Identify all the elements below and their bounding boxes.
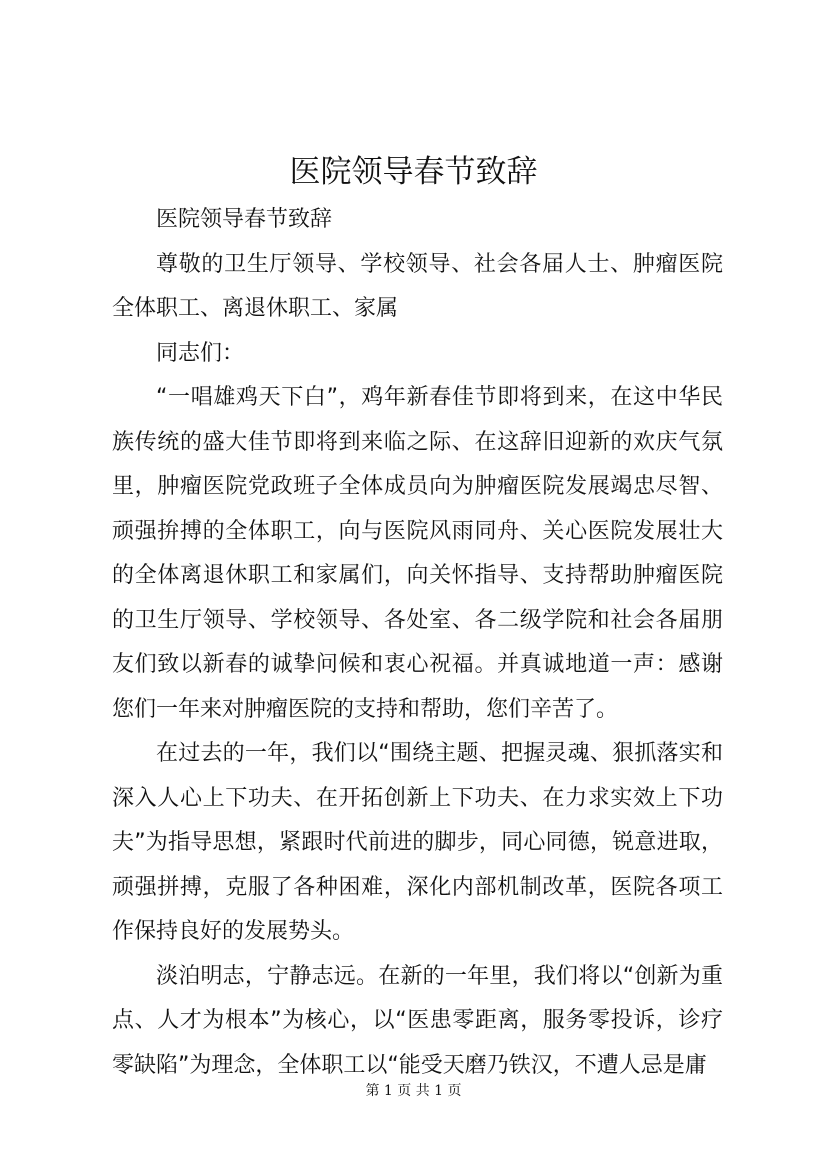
paragraph-new-year: “一唱雄鸡天下白”，鸡年新春佳节即将到来，在这中华民族传统的盛大佳节即将到来临之际、在这辞旧迎新的欢庆气氛里，肿瘤医院党政班子全体成员向为肿瘤医院发展竭忠尽智、顽强拚搏的全体职工，向与医院风雨同舟、关心医院发展壮大的全体离退休职工和家属们，向关怀指导、支持帮助肿瘤医院的卫生厅领导、学校领导、各处室、各二级学院和社会各届朋友们致以新春的诚挚问候和衷心祝福。并真诚地道一声：感谢您们一年来对肿瘤医院的支持和帮助，您们辛苦了。 [112, 385, 723, 722]
document-title: 医院领导春节致辞 [289, 154, 538, 190]
paragraph-greeting: 同志们： [156, 340, 245, 366]
paragraph-heading: 医院领导春节致辞 [156, 207, 333, 232]
page-number-footer: 第 1 页 共 1 页 [365, 1083, 462, 1099]
paragraph-past-year: 在过去的一年，我们以“围绕主题、把握灵魂、狠抓落实和深入人心上下功夫、在开拓创新上下功夫、在力求实效上下功夫”为指导思想，紧跟时代前进的脚步，同心同德，锐意进取，顽强拼搏，克服了各种困难，深化内部机制改革，医院各项工作保持良好的发展势头。 [112, 741, 723, 944]
paragraph-next-year: 淡泊明志，宁静志远。在新的一年里，我们将以“创新为重点、人才为根本”为核心，以“医患零距离，服务零投诉，诊疗零缺陷”为理念，全体职工以“能受天磨乃铁汉，不遭人忌是庸 [112, 963, 723, 1078]
paragraph-salutation: 尊敬的卫生厅领导、学校领导、社会各届人士、肿瘤医院全体职工、离退休职工、家属 [112, 251, 723, 321]
document-body [112, 198, 723, 1088]
